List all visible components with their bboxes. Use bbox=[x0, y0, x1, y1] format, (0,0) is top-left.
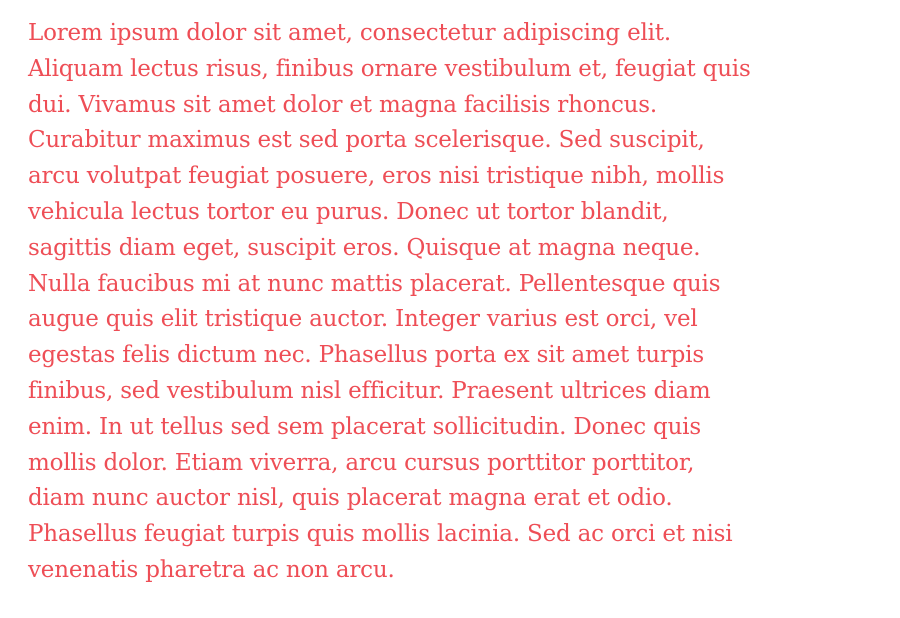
paragraph-line: finibus, sed vestibulum nisl efficitur. Praesent ultrices diam bbox=[28, 377, 711, 404]
paragraph-line: sagittis diam eget, suscipit eros. Quisque at magna neque. bbox=[28, 234, 701, 261]
paragraph-line: venenatis pharetra ac non arcu. bbox=[28, 556, 395, 583]
paragraph-line: mollis dolor. Etiam viverra, arcu cursus porttitor porttitor, bbox=[28, 449, 695, 476]
paragraph-line: diam nunc auctor nisl, quis placerat magna erat et odio. bbox=[28, 485, 673, 512]
paragraph-line: Lorem ipsum dolor sit amet, consectetur adipiscing elit. bbox=[28, 20, 671, 46]
paragraph-line: dui. Vivamus sit amet dolor et magna facilisis rhoncus. bbox=[28, 91, 657, 118]
paragraph-line: Curabitur maximus est sed porta scelerisque. Sed suscipit, bbox=[28, 127, 705, 154]
paragraph-line: augue quis elit tristique auctor. Integer varius est orci, vel bbox=[28, 306, 698, 333]
body-paragraph bbox=[28, 16, 888, 589]
paragraph-line: Phasellus feugiat turpis quis mollis lacinia. Sed ac orci et nisi bbox=[28, 521, 733, 548]
paragraph-line: arcu volutpat feugiat posuere, eros nisi tristique nibh, mollis bbox=[28, 163, 725, 190]
paragraph-line: Nulla faucibus mi at nunc mattis placerat. Pellentesque quis bbox=[28, 270, 721, 297]
paragraph-line: Aliquam lectus risus, finibus ornare vestibulum et, feugiat quis bbox=[28, 55, 751, 82]
paragraph-line: egestas felis dictum nec. Phasellus porta ex sit amet turpis bbox=[28, 342, 704, 369]
paragraph-line: vehicula lectus tortor eu purus. Donec ut tortor blandit, bbox=[28, 198, 669, 225]
paragraph-line: enim. In ut tellus sed sem placerat sollicitudin. Donec quis bbox=[28, 413, 701, 440]
